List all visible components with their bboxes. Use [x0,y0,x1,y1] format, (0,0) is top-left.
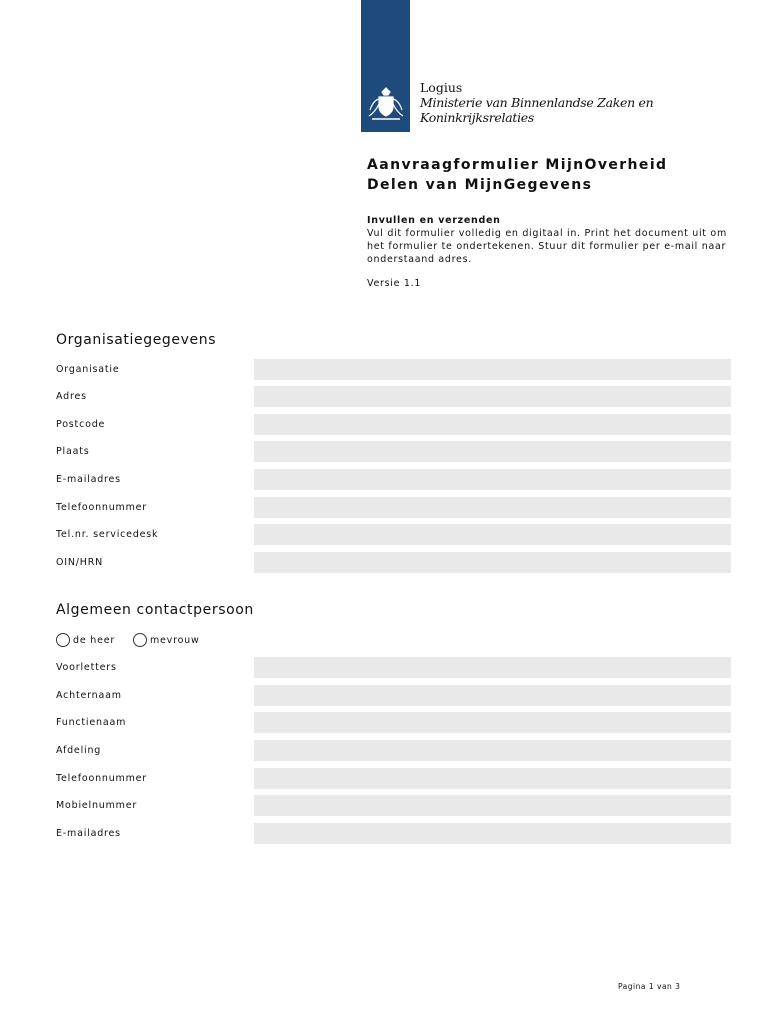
functienaam-input[interactable] [254,712,731,733]
radio-de-heer[interactable] [56,633,70,647]
contact-email-input[interactable] [254,823,731,844]
org-phone-input[interactable] [254,497,731,518]
title-line1: Aanvraagformulier MijnOverheid [367,157,668,173]
field-label: Tel.nr. servicedesk [56,529,159,540]
field-row-contact-telefoonnummer [56,768,731,790]
field-label: Telefoonnummer [56,773,148,784]
field-label: Adres [56,391,87,402]
field-row-telefoonnummer [56,497,731,519]
servicedesk-phone-input[interactable] [254,524,731,545]
afdeling-input[interactable] [254,740,731,761]
logo-ministry-line1: Ministerie van Binnenlandse Zaken en [420,95,654,110]
title-line2: Delen van MijnGegevens [367,177,593,193]
oin-hrn-input[interactable] [254,552,731,573]
field-label: Plaats [56,446,90,457]
plaats-input[interactable] [254,441,731,462]
intro-body: Vul dit formulier volledig en digitaal in. Print het document uit om het formulier te ondertekenen. Stuur dit formulier per e-mail naar onderstaand adres. [367,228,727,265]
version-label: Versie 1.1 [367,278,422,289]
org-email-input[interactable] [254,469,731,490]
field-row-afdeling [56,740,731,762]
field-row-adres [56,386,731,408]
intro-heading: Invullen en verzenden [367,215,501,226]
logo-text [420,80,653,125]
voorletters-input[interactable] [254,657,731,678]
section-title-contact: Algemeen contactpersoon [56,602,254,618]
logo-bar [361,0,410,132]
field-label: Organisatie [56,364,120,375]
page-number: Pagina 1 van 3 [618,982,681,991]
field-label: Mobielnummer [56,800,138,811]
achternaam-input[interactable] [254,685,731,706]
field-label: E-mailadres [56,828,121,839]
field-label: Functienaam [56,717,127,728]
field-label: Telefoonnummer [56,502,148,513]
radio-mevrouw[interactable] [133,633,147,647]
field-row-postcode [56,414,731,436]
logo-ministry-line2: Koninkrijksrelaties [420,110,534,125]
field-row-servicedesk [56,524,731,546]
radio-label-mevrouw: mevrouw [149,634,200,646]
salutation-radio-group [56,633,214,649]
field-row-voorletters [56,657,731,679]
field-row-organisatie [56,359,731,381]
intro [367,214,733,266]
field-row-functienaam [56,712,731,734]
coat-of-arms-icon [366,86,406,122]
field-row-oin-hrn [56,552,731,574]
field-row-contact-emailadres [56,823,731,845]
field-row-mobielnummer [56,795,731,817]
field-label: Voorletters [56,662,117,673]
field-label: Postcode [56,419,106,430]
mobile-input[interactable] [254,795,731,816]
postcode-input[interactable] [254,414,731,435]
adres-input[interactable] [254,386,731,407]
section-title-organisatie: Organisatiegegevens [56,332,217,348]
field-label: OIN/HRN [56,557,104,568]
field-label: Afdeling [56,745,102,756]
logo-name: Logius [420,80,463,95]
field-row-plaats [56,441,731,463]
organisatie-input[interactable] [254,359,731,380]
field-label: Achternaam [56,690,122,701]
field-row-emailadres [56,469,731,491]
document-title [367,155,667,195]
contact-phone-input[interactable] [254,768,731,789]
field-row-achternaam [56,685,731,707]
radio-label-de-heer: de heer [73,634,116,646]
field-label: E-mailadres [56,474,121,485]
